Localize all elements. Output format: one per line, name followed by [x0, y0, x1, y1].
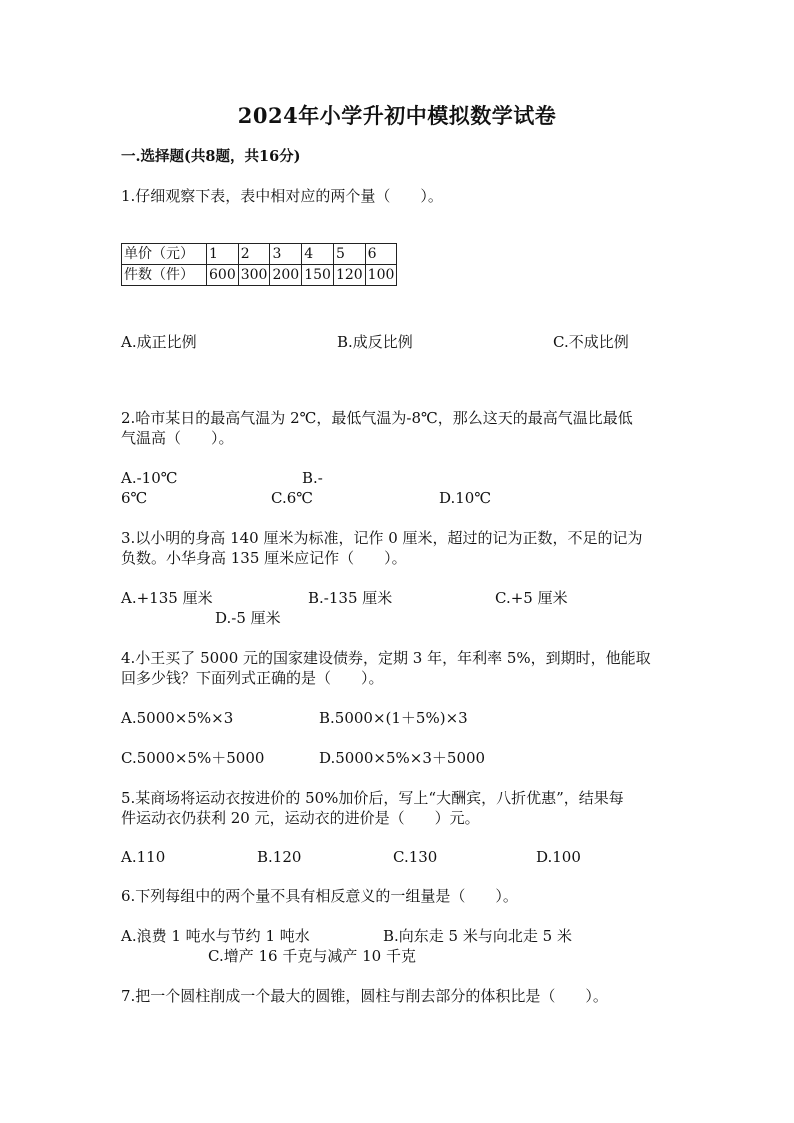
question-5-option-a: A.110	[121, 848, 166, 866]
section-heading: 一.选择题(共8题，共16分)	[121, 148, 301, 165]
question-5-option-d: D.100	[536, 848, 581, 866]
question-4-stem-line1: 4.小王买了 5000 元的国家建设债券，定期 3 年，年利率 5%，到期时，他能取	[121, 649, 651, 667]
table-cell: 件数（件）	[122, 265, 207, 286]
question-2-option-d: D.10℃	[439, 489, 492, 507]
question-1-option-c: C.不成比例	[553, 333, 629, 351]
question-4-option-d: D.5000×5%×3＋5000	[319, 749, 486, 767]
question-3-option-a: A.+135 厘米	[121, 589, 213, 607]
page-title: 2024年小学升初中模拟数学试卷	[237, 103, 557, 128]
question-6-option-b: B.向东走 5 米与向北走 5 米	[383, 927, 572, 945]
table-cell: 2	[238, 244, 270, 265]
table-cell: 200	[270, 265, 302, 286]
question-2-option-b-cont: 6℃	[121, 489, 148, 507]
question-4-option-a: A.5000×5%×3	[121, 709, 234, 727]
table-cell: 300	[238, 265, 270, 286]
question-2-stem-line2: 气温高（ ）。	[121, 429, 234, 447]
question-5-option-b: B.120	[257, 848, 302, 866]
question-3-stem-line1: 3.以小明的身高 140 厘米为标准，记作 0 厘米，超过的记为正数，不足的记为	[121, 529, 643, 547]
table-cell: 5	[333, 244, 365, 265]
table-cell: 4	[302, 244, 334, 265]
question-4-stem-line2: 回多少钱？下面列式正确的是（ ）。	[121, 669, 384, 687]
question-6-option-c: C.增产 16 千克与减产 10 千克	[208, 947, 416, 965]
question-1-option-b: B.成反比例	[337, 333, 413, 351]
question-5-stem-line1: 5.某商场将运动衣按进价的 50%加价后，写上“大酬宾，八折优惠”，结果每	[121, 789, 624, 807]
table-cell: 1	[207, 244, 239, 265]
question-6-stem: 6.下列每组中的两个量不具有相反意义的一组量是（ ）。	[121, 887, 518, 905]
question-3-option-c: C.+5 厘米	[495, 589, 568, 607]
table-cell: 100	[365, 265, 397, 286]
table-cell: 单价（元）	[122, 244, 207, 265]
question-5-stem-line2: 件运动衣仍获利 20 元，运动衣的进价是（ ）元。	[121, 809, 480, 827]
table-row	[122, 244, 397, 265]
table-cell: 600	[207, 265, 239, 286]
question-1-stem: 1.仔细观察下表，表中相对应的两个量（ ）。	[121, 187, 443, 205]
table-cell: 120	[333, 265, 365, 286]
question-3-option-d: D.-5 厘米	[215, 609, 281, 627]
question-1-option-a: A.成正比例	[121, 333, 197, 351]
table-row	[122, 265, 397, 286]
table-cell: 6	[365, 244, 397, 265]
question-3-option-b: B.-135 厘米	[308, 589, 393, 607]
question-2-option-b: B.-	[302, 469, 323, 487]
question-2-option-c: C.6℃	[271, 489, 314, 507]
price-quantity-table	[121, 243, 397, 286]
question-2-stem-line1: 2.哈市某日的最高气温为 2℃，最低气温为-8℃，那么这天的最高气温比最低	[121, 409, 633, 427]
question-4-option-b: B.5000×(1＋5%)×3	[319, 709, 468, 727]
question-2-option-a: A.-10℃	[121, 469, 178, 487]
table-cell: 3	[270, 244, 302, 265]
question-5-option-c: C.130	[393, 848, 438, 866]
question-4-option-c: C.5000×5%＋5000	[121, 749, 265, 767]
question-3-stem-line2: 负数。小华身高 135 厘米应记作（ ）。	[121, 549, 407, 567]
table-cell: 150	[302, 265, 334, 286]
question-6-option-a: A.浪费 1 吨水与节约 1 吨水	[121, 927, 310, 945]
question-7-stem: 7.把一个圆柱削成一个最大的圆锥，圆柱与削去部分的体积比是（ ）。	[121, 987, 608, 1005]
